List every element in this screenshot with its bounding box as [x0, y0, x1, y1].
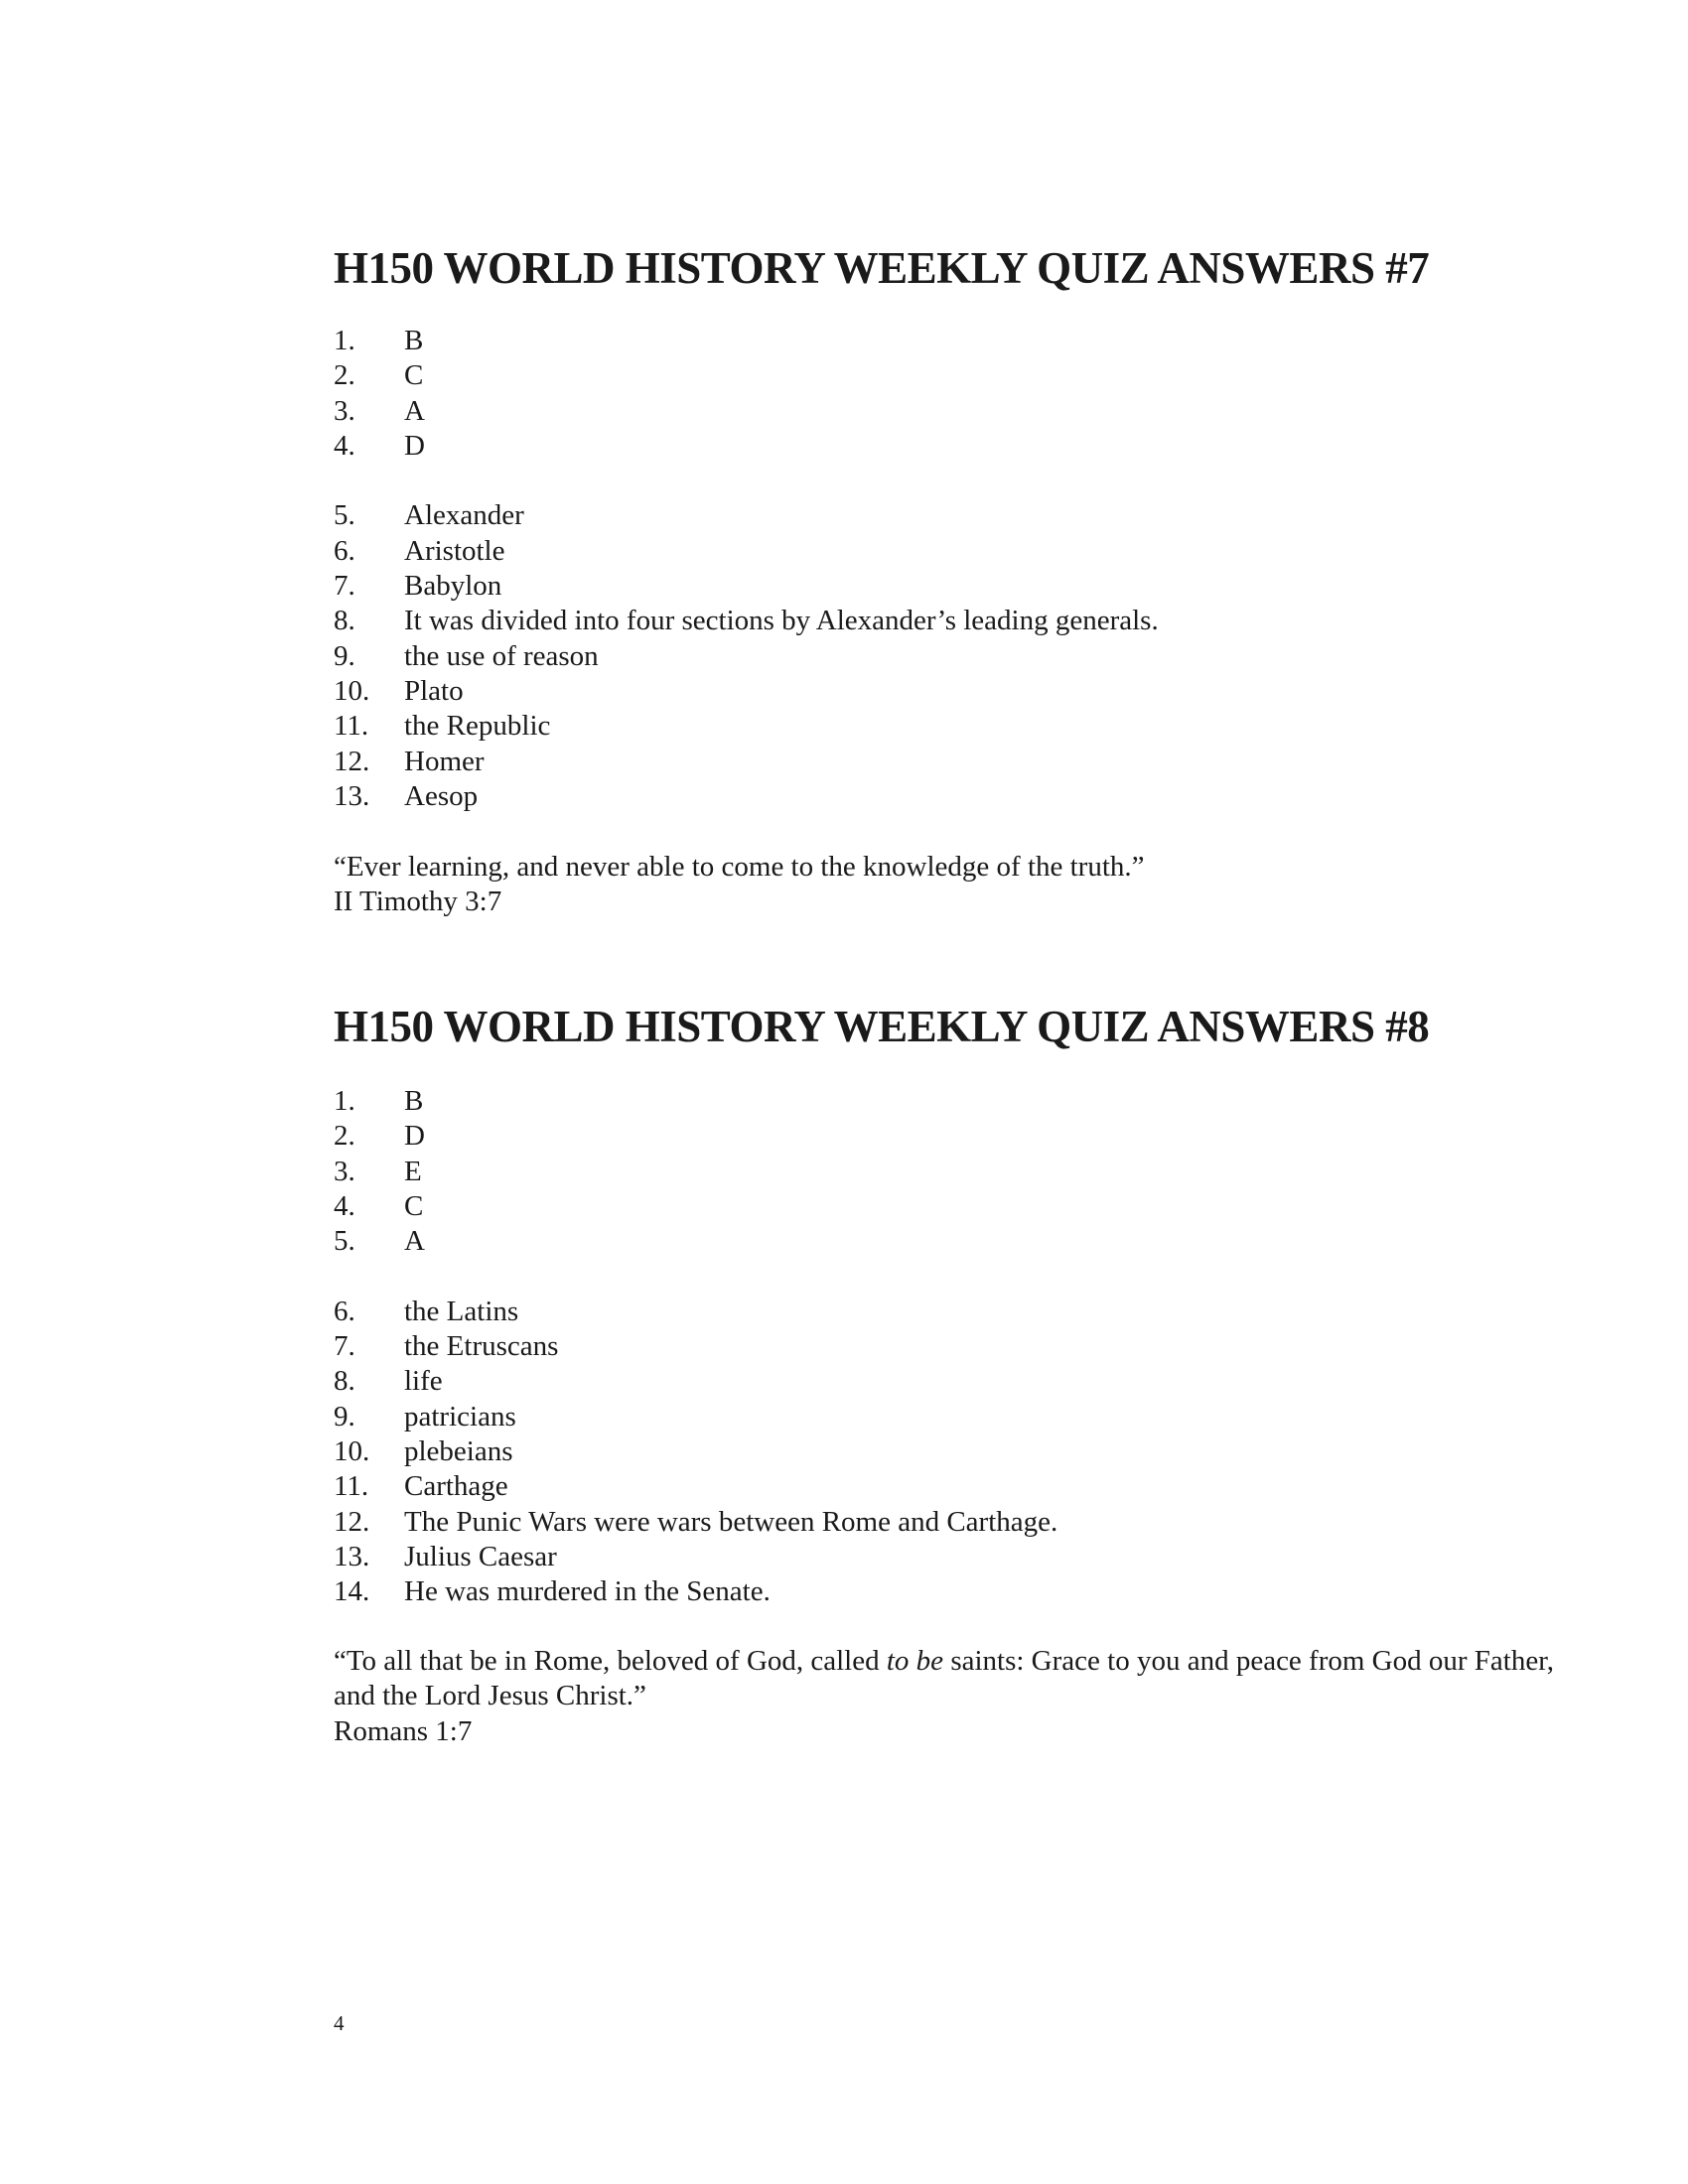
answer-number: 8. [334, 605, 355, 637]
answer-number: 3. [334, 1155, 355, 1187]
answer-text: the Republic [404, 710, 551, 743]
answer-item [334, 1295, 1057, 1329]
answer-text: patricians [404, 1400, 516, 1433]
answer-text: life [404, 1365, 443, 1398]
answer-item [334, 1084, 1057, 1119]
answer-item [334, 1400, 1057, 1434]
answer-item [334, 1189, 1057, 1224]
section-7-title: H150 WORLD HISTORY WEEKLY QUIZ ANSWERS #7 [334, 243, 1430, 293]
answer-number: 13. [334, 1540, 370, 1572]
answer-text: Aristotle [404, 534, 505, 567]
answer-number: 6. [334, 534, 355, 567]
section-8-quote [334, 1644, 1555, 1749]
answer-text: Plato [404, 674, 464, 707]
answer-number: 1. [334, 325, 355, 356]
quote-reference: II Timothy 3:7 [334, 886, 502, 918]
answer-text: C [404, 1189, 424, 1222]
answer-item [334, 745, 1159, 779]
answer-text: Aesop [404, 779, 479, 812]
answer-item [334, 569, 1159, 604]
group-spacer [334, 1259, 1057, 1294]
answer-item [334, 498, 1159, 533]
answer-text: Julius Caesar [404, 1540, 557, 1572]
answer-item [334, 324, 1159, 358]
answer-item [334, 534, 1159, 569]
answer-text: A [404, 394, 425, 427]
answer-number: 5. [334, 499, 355, 532]
answer-item [334, 1434, 1057, 1469]
answer-item [334, 1224, 1057, 1259]
answer-item [334, 709, 1159, 744]
answer-number: 7. [334, 1330, 355, 1363]
answer-number: 14. [334, 1575, 370, 1608]
answer-item [334, 1364, 1057, 1399]
answer-number: 2. [334, 359, 355, 392]
answer-text: the use of reason [404, 639, 599, 672]
answer-number: 5. [334, 1225, 355, 1258]
answer-text: It was divided into four sections by Alexander’s leading generals. [404, 605, 1159, 637]
answer-number: 2. [334, 1120, 355, 1153]
answer-number: 12. [334, 745, 370, 777]
answer-text: C [404, 359, 424, 392]
answer-number: 7. [334, 570, 355, 603]
answer-number: 8. [334, 1365, 355, 1398]
section-7-answers [334, 324, 1159, 814]
answer-text: Carthage [404, 1470, 508, 1503]
answer-text: E [404, 1155, 422, 1187]
answer-number: 4. [334, 429, 355, 462]
answer-text: Alexander [404, 499, 524, 532]
quote-text: “Ever learning, and never able to come to the knowledge of the truth.” [334, 851, 1145, 883]
answer-item [334, 779, 1159, 814]
answer-number: 10. [334, 674, 370, 707]
answer-number: 12. [334, 1505, 370, 1538]
answer-text: the Etruscans [404, 1330, 559, 1363]
answer-number: 6. [334, 1295, 355, 1327]
answer-item [334, 1329, 1057, 1364]
answer-item [334, 1469, 1057, 1504]
answer-number: 3. [334, 394, 355, 427]
answer-item [334, 1119, 1057, 1154]
answer-item [334, 639, 1159, 674]
answer-item [334, 1155, 1057, 1189]
section-8-answers [334, 1084, 1057, 1609]
answer-number: 4. [334, 1189, 355, 1222]
answer-text: Babylon [404, 570, 502, 603]
answer-number: 10. [334, 1434, 370, 1467]
section-7-quote [334, 850, 1555, 920]
answer-number: 13. [334, 779, 370, 812]
quote-text: “To all that be in Rome, beloved of God, called to be saints: Grace to you and peace from God our Father, and the Lord Jesus Christ.” [334, 1645, 1554, 1712]
group-spacer [334, 464, 1159, 498]
answer-item [334, 1574, 1057, 1609]
answer-item [334, 674, 1159, 709]
answer-item [334, 604, 1159, 638]
answer-number: 11. [334, 710, 369, 743]
answer-item [334, 394, 1159, 429]
answer-item [334, 358, 1159, 393]
answer-text: B [404, 325, 424, 356]
answer-text: B [404, 1085, 424, 1117]
answer-text: Homer [404, 745, 485, 777]
answer-number: 9. [334, 639, 355, 672]
answer-item [334, 1505, 1057, 1540]
answer-text: The Punic Wars were wars between Rome and Carthage. [404, 1505, 1058, 1538]
answer-item [334, 1540, 1057, 1574]
answer-text: plebeians [404, 1434, 513, 1467]
answer-text: the Latins [404, 1295, 519, 1327]
answer-text: D [404, 429, 425, 462]
answer-text: D [404, 1120, 425, 1153]
answer-item [334, 429, 1159, 464]
answer-number: 1. [334, 1085, 355, 1117]
answer-number: 9. [334, 1400, 355, 1433]
page-number: 4 [334, 2011, 345, 2035]
quote-reference: Romans 1:7 [334, 1714, 473, 1747]
answer-number: 11. [334, 1470, 369, 1503]
section-8-title: H150 WORLD HISTORY WEEKLY QUIZ ANSWERS #8 [334, 1002, 1430, 1051]
answer-text: He was murdered in the Senate. [404, 1575, 771, 1608]
answer-text: A [404, 1225, 425, 1258]
